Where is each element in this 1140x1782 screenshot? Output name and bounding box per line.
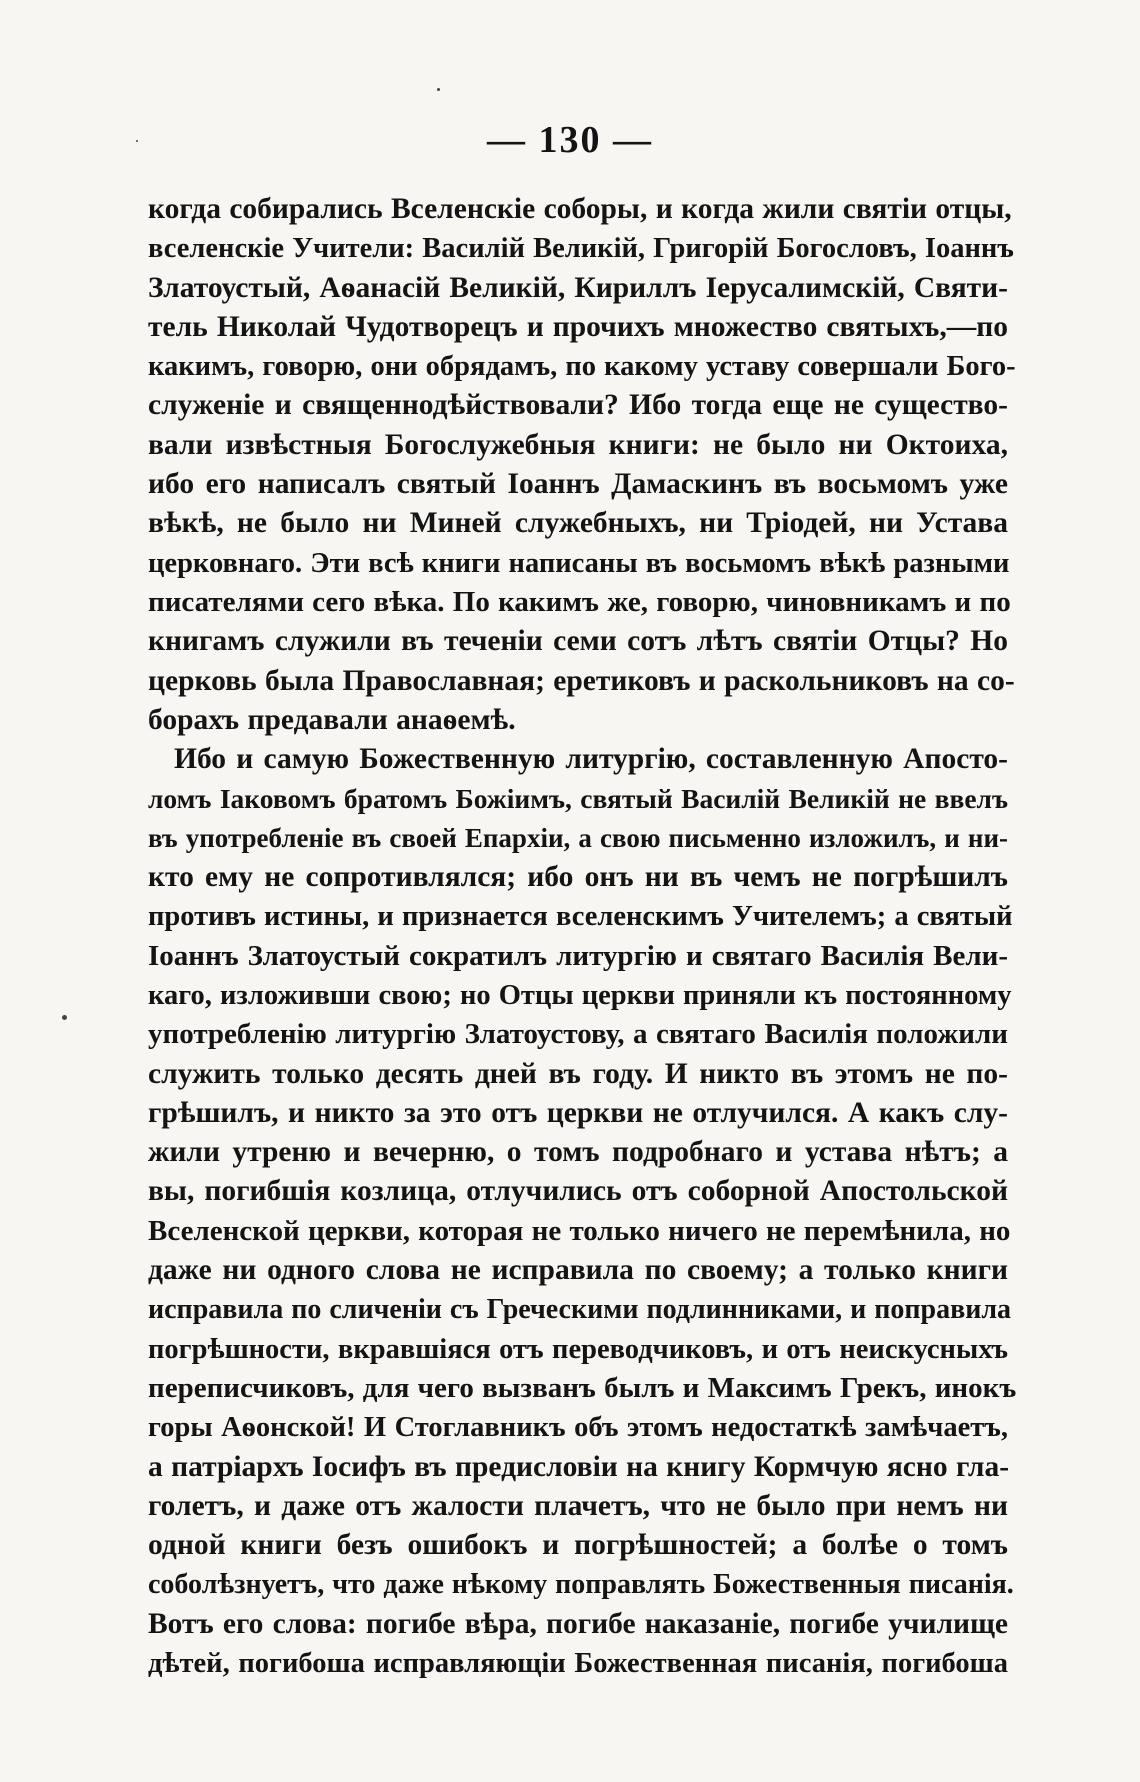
scan-speck [136, 140, 138, 142]
body-text [148, 190, 1017, 1683]
text-line: погрѣшности, вкравшіяся отъ переводчиковъ, и отъ неискусныхъ [148, 1333, 1008, 1365]
text-line: служеніе и священнодѣйствовали? Ибо тогда еще не существо- [148, 389, 1008, 422]
text-line: употребленію литургію Златоустову, а святаго Василія положили [148, 1018, 1008, 1051]
text-line: соболѣзнуетъ, что даже нѣкому поправлять Божественныя писанія. [148, 1569, 1014, 1601]
text-line: тель Николай Чудотворецъ и прочихъ множество святыхъ,—по [148, 310, 1008, 343]
scan-speck [437, 88, 440, 91]
text-line: голетъ, и даже отъ жалости плачетъ, что не было при немъ ни [148, 1489, 1008, 1522]
text-line: когда собирались Вселенскіе соборы, и когда жили святіи отцы, [148, 193, 1012, 225]
text-line: каго, изложивши свою; но Отцы церкви приняли къ постоянному [148, 979, 1012, 1011]
text-line: противъ истины, и признается вселенскимъ Учителемъ; а святый [148, 901, 1013, 933]
text-line: горы Аѳонской! И Стоглавникъ объ этомъ недостаткѣ замѣчаетъ, [148, 1412, 1008, 1444]
text-line: грѣшилъ, и никто за это отъ церкви не отлучился. А какъ слу- [148, 1096, 1008, 1129]
text-line: въ употребленіе въ своей Епархіи, а свою письменно изложилъ, и ни- [148, 822, 1008, 853]
text-line: вали извѣстныя Богослужебныя книги: не было ни Октоиха, [148, 428, 1008, 461]
text-line: церковь была Православная; еретиковъ и раскольниковъ на со- [148, 664, 1015, 697]
scan-speck [62, 1015, 67, 1020]
page-number: — 130 — [487, 119, 653, 161]
text-line: кто ему не сопротивлялся; ибо онъ ни въ чемъ не погрѣшилъ [148, 861, 1008, 894]
text-line: исправила по сличеніи съ Греческими подлинниками, и поправила [148, 1294, 1012, 1326]
text-line: служить только десять дней въ году. И никто въ этомъ не по- [148, 1057, 1008, 1090]
text-line: церковнаго. Эти всѣ книги написаны въ восьмомъ вѣкѣ разными [148, 547, 1010, 579]
text-line: вѣкѣ, не было ни Миней служебныхъ, ни Тріодей, ни Устава [148, 507, 1008, 540]
text-line: писателями сего вѣка. По какимъ же, говорю, чиновникамъ и по [148, 585, 1011, 618]
text-line: Златоустый, Аѳанасій Великій, Кириллъ Іерусалимскій, Святи- [148, 271, 1008, 304]
text-line: одной книги безъ ошибокъ и погрѣшностей; а болѣе о томъ [148, 1529, 1008, 1562]
text-line: а патріархъ Іосифъ въ предисловіи на книгу Кормчую ясно гла- [148, 1450, 1010, 1483]
text-line: вы, погибшія козлица, отлучились отъ соборной Апостольской [148, 1175, 1008, 1208]
text-line: жили утреню и вечерню, о томъ подробнаго и устава нѣтъ; а [148, 1136, 1008, 1169]
text-line: какимъ, говорю, они обрядамъ, по какому уставу совершали Бого- [148, 351, 1016, 383]
text-line: ибо его написалъ святый Іоаннъ Дамаскинъ въ восьмомъ уже [148, 468, 1008, 501]
text-line: даже ни одного слова не исправила по своему; а только книги [148, 1254, 1008, 1287]
text-line: дѣтей, погибоша исправляющіи Божественная писанія, погибоша [148, 1647, 1008, 1679]
paragraph-start-line: Ибо и самую Божественную литургію, составленную Апосто- [174, 743, 1008, 776]
text-line: Вотъ его слова: погибе вѣра, погибе наказаніе, погибе училище [148, 1607, 1008, 1640]
text-line: переписчиковъ, для чего вызванъ былъ и Максимъ Грекъ, инокъ [148, 1371, 1017, 1404]
text-line: ломъ Іаковомъ братомъ Божіимъ, святый Василій Великій не ввелъ [148, 783, 1008, 815]
text-line: книгамъ служили въ теченіи семи сотъ лѣтъ святіи Отцы? Но [148, 625, 1008, 658]
text-line: Іоаннъ Златоустый сократилъ литургію и святаго Василія Вели- [148, 939, 1008, 972]
text-line: вселенскіе Учители: Василій Великій, Григорій Богословъ, Іоаннъ [148, 233, 1014, 265]
text-line: Вселенской церкви, которая не только ничего не перемѣнила, но [148, 1214, 1011, 1247]
paragraph-end-line: борахъ предавали анаѳемѣ. [148, 703, 516, 736]
